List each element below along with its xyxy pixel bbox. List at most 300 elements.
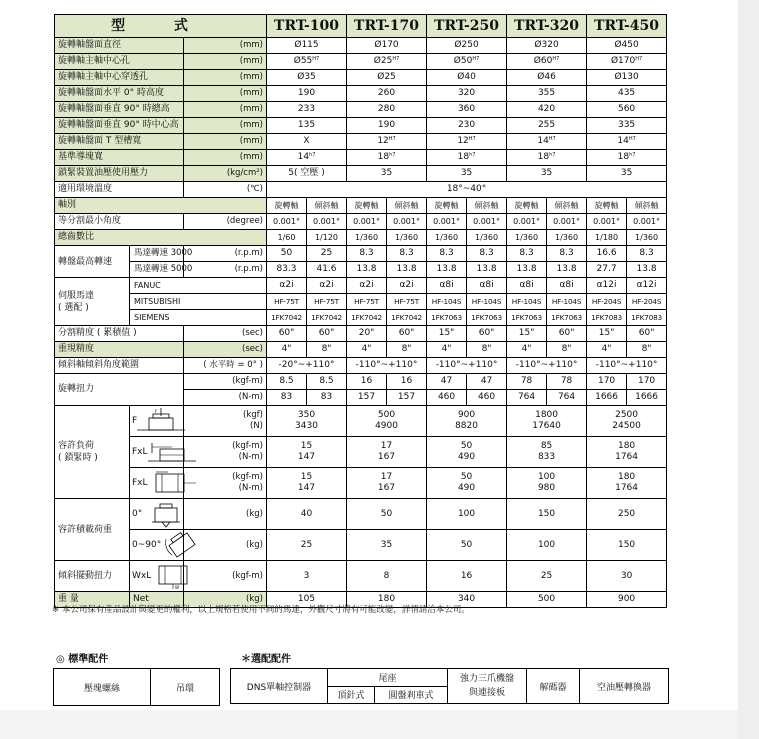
spec-value: 1FK7083 [627, 310, 667, 326]
spec-value: 50 490 [427, 468, 507, 499]
spec-value: $Ø170^{H7}$ [587, 54, 667, 70]
spec-value: HF-104S [467, 294, 507, 310]
spec-value: 1/360 [347, 230, 387, 246]
table-row [55, 374, 667, 390]
spec-value: Ø130 [587, 70, 667, 86]
load-symbol-cell [130, 468, 184, 499]
axis-name: 旋轉軸 [587, 198, 627, 214]
spec-value: 13.8 [627, 262, 667, 278]
spec-value: Ø170 [347, 38, 427, 54]
table-row [55, 294, 667, 310]
table-row [55, 134, 667, 150]
spec-value: 100 980 [507, 468, 587, 499]
spec-value: 83 [267, 390, 307, 406]
spec-value: Ø450 [587, 38, 667, 54]
spec-value: 85 833 [507, 437, 587, 468]
spec-value: 8.3 [427, 246, 467, 262]
table-row [55, 530, 667, 561]
spec-value: $18^{h7}$ [427, 150, 507, 166]
optional-accessories [230, 668, 669, 704]
tilt-diagram-icon [151, 562, 199, 590]
load-symbol: F [132, 415, 138, 426]
spec-value: 1FK7042 [347, 310, 387, 326]
spec-label: 旋轉軸主軸中心孔 [55, 54, 184, 70]
spec-value: 1/360 [547, 230, 587, 246]
spec-value: 40 [267, 499, 347, 530]
spec-value: 355 [507, 86, 587, 102]
spec-value: 16 [387, 374, 427, 390]
spec-unit: (mm) [184, 150, 267, 166]
spec-value: HF-104S [547, 294, 587, 310]
spec-value: 0.001° [307, 214, 347, 230]
spec-value: 1FK7063 [507, 310, 547, 326]
spec-label: 旋轉軸盤面 T 型槽寬 [55, 134, 184, 150]
spec-value: 25 [507, 561, 587, 592]
spec-value: 340 [427, 592, 507, 608]
spec-value: 764 [547, 390, 587, 406]
spec-value: 83 [307, 390, 347, 406]
spec-value: α2i [307, 278, 347, 294]
table-row [55, 246, 667, 262]
spec-value: 8.5 [307, 374, 347, 390]
spec-value: 35 [427, 166, 507, 182]
spec-value: HF-75T [267, 294, 307, 310]
spec-value: 335 [587, 118, 667, 134]
spec-value: 420 [507, 102, 587, 118]
spec-label: 旋轉軸主軸中心穿透孔 [55, 70, 184, 86]
spec-value: 8.3 [507, 246, 547, 262]
spec-value: 4" [507, 342, 547, 358]
spec-value: 15" [587, 326, 627, 342]
table-row [55, 166, 667, 182]
table-row [55, 437, 667, 468]
spec-value: 8" [627, 342, 667, 358]
spec-value: 8.3 [627, 246, 667, 262]
spec-value: 8" [307, 342, 347, 358]
spec-unit: (mm) [184, 118, 267, 134]
spec-value: 1FK7042 [267, 310, 307, 326]
spec-value: 17 167 [347, 468, 427, 499]
spec-value: 1FK7083 [587, 310, 627, 326]
spec-value: 83.3 [267, 262, 307, 278]
table-row [55, 54, 667, 70]
spec-value: 13.8 [427, 262, 467, 278]
spec-value: Ø250 [427, 38, 507, 54]
weight-symbol: Net [130, 592, 184, 608]
tilt-symbol-cell [130, 561, 184, 592]
load-symbol-cell [130, 437, 184, 468]
spec-value: 8 [347, 561, 427, 592]
tilt-symbol: WxL [132, 570, 152, 581]
spec-value: HF-75T [387, 294, 427, 310]
spec-value: α12i [587, 278, 627, 294]
table-row [55, 499, 667, 530]
spec-value: 27.7 [587, 262, 627, 278]
spec-value: Ø320 [507, 38, 587, 54]
spec-value: α2i [387, 278, 427, 294]
spec-group-label: 容許負荷 ( 鎖緊時 ) [55, 406, 130, 499]
spec-value: 0.001° [547, 214, 587, 230]
table-row [55, 278, 667, 294]
spec-value: $Ø50^{H7}$ [427, 54, 507, 70]
spec-value: 16.6 [587, 246, 627, 262]
spec-value: 13.8 [507, 262, 547, 278]
spec-label: 旋轉軸盤面垂直 90° 時中心高 [55, 118, 184, 134]
spec-value: $14^{H7}$ [507, 134, 587, 150]
carry-symbol-cell [130, 530, 184, 561]
carry-symbol: 0~90° [132, 539, 162, 550]
spec-table [54, 14, 667, 608]
carry-symbol-cell [130, 499, 184, 530]
opt-chuck: 強力三爪機盤 與連接板 [448, 669, 527, 704]
spec-value: 135 [267, 118, 347, 134]
spec-value: 1/360 [427, 230, 467, 246]
spec-value: -110°~+110° [347, 358, 427, 374]
spec-unit: (kg) [184, 499, 267, 530]
axis-name: 傾斜軸 [467, 198, 507, 214]
table-row [55, 214, 667, 230]
spec-unit: (mm) [184, 86, 267, 102]
spec-value: 1666 [587, 390, 627, 406]
carry-diagram-icon [142, 500, 190, 528]
spec-value: 1FK7042 [387, 310, 427, 326]
spec-value: 260 [347, 86, 427, 102]
spec-unit: (N-m) [184, 390, 267, 406]
spec-value: 35 [347, 166, 427, 182]
page-edge [738, 0, 759, 739]
load-diagram-icon [137, 408, 185, 434]
spec-value: X [267, 134, 347, 150]
spec-value: 1FK7063 [547, 310, 587, 326]
spec-value: 13.8 [547, 262, 587, 278]
table-row [55, 198, 667, 214]
table-row [55, 358, 667, 374]
spec-value: 1/360 [627, 230, 667, 246]
spec-value: 180 [347, 592, 427, 608]
axis-name: 旋轉軸 [427, 198, 467, 214]
spec-label: 重 量 [55, 592, 130, 608]
table-row [55, 102, 667, 118]
spec-value: $14^{h7}$ [267, 150, 347, 166]
optional-title: ＊選配配件 [241, 654, 291, 665]
spec-value: 8" [467, 342, 507, 358]
spec-value: 180 1764 [587, 437, 667, 468]
spec-value: 0.001° [387, 214, 427, 230]
table-row [55, 342, 667, 358]
spec-value: 320 [427, 86, 507, 102]
spec-value: 1800 17640 [507, 406, 587, 437]
axis-name: 旋轉軸 [347, 198, 387, 214]
spec-unit: (℃) [184, 182, 267, 198]
spec-value: α2i [347, 278, 387, 294]
spec-value: Ø115 [267, 38, 347, 54]
spec-unit: (r.p.m) [184, 246, 267, 262]
spec-value: 16 [347, 374, 387, 390]
spec-value: 1/60 [267, 230, 307, 246]
spec-label: 軸別 [55, 198, 267, 214]
spec-value: 50 [267, 246, 307, 262]
spec-unit: (mm) [184, 134, 267, 150]
spec-value: HF-204S [627, 294, 667, 310]
model-header: TRT-450 [587, 15, 667, 38]
spec-value: HF-104S [427, 294, 467, 310]
spec-unit: (mm) [184, 38, 267, 54]
spec-value: $14^{H7}$ [587, 134, 667, 150]
footnote: ※ 本公司保有產品設計與變更的權利，以上規格若使用不同的馬達，外觀尺寸將有可能改變，詳情請洽本公司。 [52, 605, 470, 615]
spec-value: 2500 24500 [587, 406, 667, 437]
spec-group-label: 伺服馬達 ( 選配 ) [55, 278, 130, 326]
spec-unit: (kgf) (N) [184, 406, 267, 437]
svg-text:W: W [175, 585, 180, 590]
standard-title: ◎ 標準配件 [56, 654, 109, 665]
spec-value: 15" [427, 326, 467, 342]
spec-value: HF-104S [507, 294, 547, 310]
spec-value: 1/360 [467, 230, 507, 246]
spec-value: 8.3 [347, 246, 387, 262]
spec-value: 1/360 [387, 230, 427, 246]
table-row [55, 230, 667, 246]
servo-brand: SIEMENS [130, 310, 267, 326]
spec-label: 旋轉軸盤面垂直 90° 時總高 [55, 102, 184, 118]
spec-value: 41.6 [307, 262, 347, 278]
spec-value: $Ø55^{H7}$ [267, 54, 347, 70]
spec-value: 50 [427, 530, 507, 561]
spec-value: 100 [507, 530, 587, 561]
spec-value: 8.3 [547, 246, 587, 262]
spec-value: 4" [347, 342, 387, 358]
spec-label: 分割精度 ( 累積值 ) [55, 326, 184, 342]
spec-value: 1/360 [507, 230, 547, 246]
spec-unit: (kgf-m) (N-m) [184, 437, 267, 468]
spec-value: -110°~+110° [587, 358, 667, 374]
spec-value: 60" [307, 326, 347, 342]
spec-unit: (r.p.m) [184, 262, 267, 278]
table-row [55, 182, 667, 198]
spec-sublabel: 馬達轉速 5000 [130, 262, 184, 278]
spec-value: 4" [427, 342, 467, 358]
spec-label: 旋轉軸盤面直徑 [55, 38, 184, 54]
spec-value: 8" [387, 342, 427, 358]
spec-value: 25 [267, 530, 347, 561]
spec-value: 1FK7063 [427, 310, 467, 326]
spec-value: 30 [587, 561, 667, 592]
table-row [55, 150, 667, 166]
spec-value: 157 [387, 390, 427, 406]
spec-value: 0.001° [467, 214, 507, 230]
spec-value: 460 [427, 390, 467, 406]
model-header: TRT-170 [347, 15, 427, 38]
spec-value: 0.001° [267, 214, 307, 230]
spec-unit: (degree) [184, 214, 267, 230]
spec-value: 25 [307, 246, 347, 262]
table-row [55, 310, 667, 326]
spec-value: 360 [427, 102, 507, 118]
spec-value: 1/180 [587, 230, 627, 246]
opt-decoder: 解碼器 [527, 669, 580, 704]
spec-value: 1666 [627, 390, 667, 406]
spec-label: 旋轉軸盤面水平 0° 時高度 [55, 86, 184, 102]
spec-unit: (sec) [184, 326, 267, 342]
spec-value: 47 [427, 374, 467, 390]
spec-value: 435 [587, 86, 667, 102]
axis-name: 旋轉軸 [267, 198, 307, 214]
spec-value: Ø35 [267, 70, 347, 86]
spec-value: -20°~+110° [267, 358, 347, 374]
carry-diagram-icon [158, 531, 206, 559]
spec-value: 1/120 [307, 230, 347, 246]
spec-value: 50 490 [427, 437, 507, 468]
spec-value: 190 [347, 118, 427, 134]
spec-value: 350 3430 [267, 406, 347, 437]
spec-value: 280 [347, 102, 427, 118]
svg-text:F: F [155, 409, 158, 414]
spec-value: 900 8820 [427, 406, 507, 437]
spec-value: 17 167 [347, 437, 427, 468]
spec-value: 35 [507, 166, 587, 182]
spec-unit: (mm) [184, 102, 267, 118]
spec-value: HF-204S [587, 294, 627, 310]
axis-name: 旋轉軸 [507, 198, 547, 214]
spec-value: -110°~+110° [507, 358, 587, 374]
model-header: TRT-100 [267, 15, 347, 38]
spec-value: α12i [627, 278, 667, 294]
spec-value: 460 [467, 390, 507, 406]
spec-value: Ø40 [427, 70, 507, 86]
spec-value: $Ø25^{H7}$ [347, 54, 427, 70]
spec-value: 20" [347, 326, 387, 342]
spec-label: 旋轉扭力 [55, 374, 184, 406]
spec-value: 250 [587, 499, 667, 530]
spec-value: 50 [347, 499, 427, 530]
spec-value: 15 147 [267, 437, 347, 468]
spec-value: -110°~+110° [427, 358, 507, 374]
spec-value: 105 [267, 592, 347, 608]
spec-value: 0.001° [587, 214, 627, 230]
spec-value: 1FK7063 [467, 310, 507, 326]
spec-value: 4" [267, 342, 307, 358]
spec-unit: ( 水平時 = 0° ) [184, 358, 267, 374]
spec-value: $18^{h7}$ [587, 150, 667, 166]
spec-value: 16 [427, 561, 507, 592]
spec-value: HF-75T [307, 294, 347, 310]
spec-group-label: 容許積載荷重 [55, 499, 130, 561]
spec-group-label: 轉盤最高轉速 [55, 246, 130, 278]
spec-value: 100 [427, 499, 507, 530]
spec-unit: (mm) [184, 70, 267, 86]
spec-label: 等分割最小角度 [55, 214, 184, 230]
standard-accessories [53, 668, 220, 706]
spec-value: 0.001° [347, 214, 387, 230]
table-row [55, 70, 667, 86]
spec-value: 8" [547, 342, 587, 358]
opt-tail-item: 圓盤剎車式 [375, 686, 448, 704]
footer-band [0, 710, 738, 739]
spec-value: Ø46 [507, 70, 587, 86]
spec-value: 8.3 [387, 246, 427, 262]
spec-sublabel: 馬達轉速 3000 [130, 246, 184, 262]
spec-value: 13.8 [347, 262, 387, 278]
spec-value: 60" [627, 326, 667, 342]
spec-value: 230 [427, 118, 507, 134]
spec-value: 170 [627, 374, 667, 390]
table-row [55, 38, 667, 54]
std-item: 壓塊螺絲 [54, 669, 151, 706]
table-row [55, 406, 667, 437]
load-diagram-icon [148, 439, 196, 465]
spec-label: 總齒數比 [55, 230, 267, 246]
model-header: TRT-250 [427, 15, 507, 38]
spec-value: 8.3 [467, 246, 507, 262]
spec-value: 764 [507, 390, 547, 406]
spec-value: 8.5 [267, 374, 307, 390]
spec-label: 傾斜軸傾斜角度範圍 [55, 358, 184, 374]
spec-value: 0.001° [427, 214, 467, 230]
axis-name: 傾斜軸 [627, 198, 667, 214]
load-symbol: FxL [132, 446, 148, 457]
spec-value: 157 [347, 390, 387, 406]
spec-value: 4" [587, 342, 627, 358]
spec-value: 5( 空壓 ) [267, 166, 347, 182]
spec-value: α2i [267, 278, 307, 294]
spec-value: α8i [507, 278, 547, 294]
spec-value: $18^{h7}$ [507, 150, 587, 166]
spec-value: 78 [507, 374, 547, 390]
table-row [55, 118, 667, 134]
spec-value: 35 [347, 530, 427, 561]
spec-value: α8i [547, 278, 587, 294]
spec-label: 傾斜擺動扭力 [55, 561, 130, 592]
spec-value: $12^{H7}$ [427, 134, 507, 150]
spec-value: 560 [587, 102, 667, 118]
opt-tail-item: 頂針式 [328, 686, 375, 704]
spec-value: α8i [427, 278, 467, 294]
spec-value: α8i [467, 278, 507, 294]
spec-value: 255 [507, 118, 587, 134]
spec-unit: (kg/cm²) [184, 166, 267, 182]
servo-brand: MITSUBISHI [130, 294, 267, 310]
spec-value: 1FK7042 [307, 310, 347, 326]
spec-value: $12^{H7}$ [347, 134, 427, 150]
spec-value: 170 [587, 374, 627, 390]
spec-unit: (kg) [184, 530, 267, 561]
spec-value: 180 1764 [587, 468, 667, 499]
spec-value: 60" [267, 326, 307, 342]
spec-unit: (kgf-m) [184, 561, 267, 592]
std-item: 吊環 [151, 669, 220, 706]
spec-value: 190 [267, 86, 347, 102]
axis-name: 傾斜軸 [307, 198, 347, 214]
spec-value: 60" [547, 326, 587, 342]
opt-tailstock: 尾座 [328, 669, 448, 687]
table-row [55, 468, 667, 499]
spec-unit: (sec) [184, 342, 267, 358]
spec-value: 60" [467, 326, 507, 342]
spec-value: 150 [507, 499, 587, 530]
load-diagram-icon [148, 470, 196, 496]
model-header-title: 型 式 [55, 15, 267, 38]
spec-value: 15 147 [267, 468, 347, 499]
spec-value: 233 [267, 102, 347, 118]
table-row [55, 326, 667, 342]
table-row [55, 561, 667, 592]
spec-value: 78 [547, 374, 587, 390]
axis-name: 傾斜軸 [387, 198, 427, 214]
spec-value: 0.001° [507, 214, 547, 230]
spec-value: 60" [387, 326, 427, 342]
spec-value: 500 4900 [347, 406, 427, 437]
table-row [55, 262, 667, 278]
spec-unit: (mm) [184, 54, 267, 70]
